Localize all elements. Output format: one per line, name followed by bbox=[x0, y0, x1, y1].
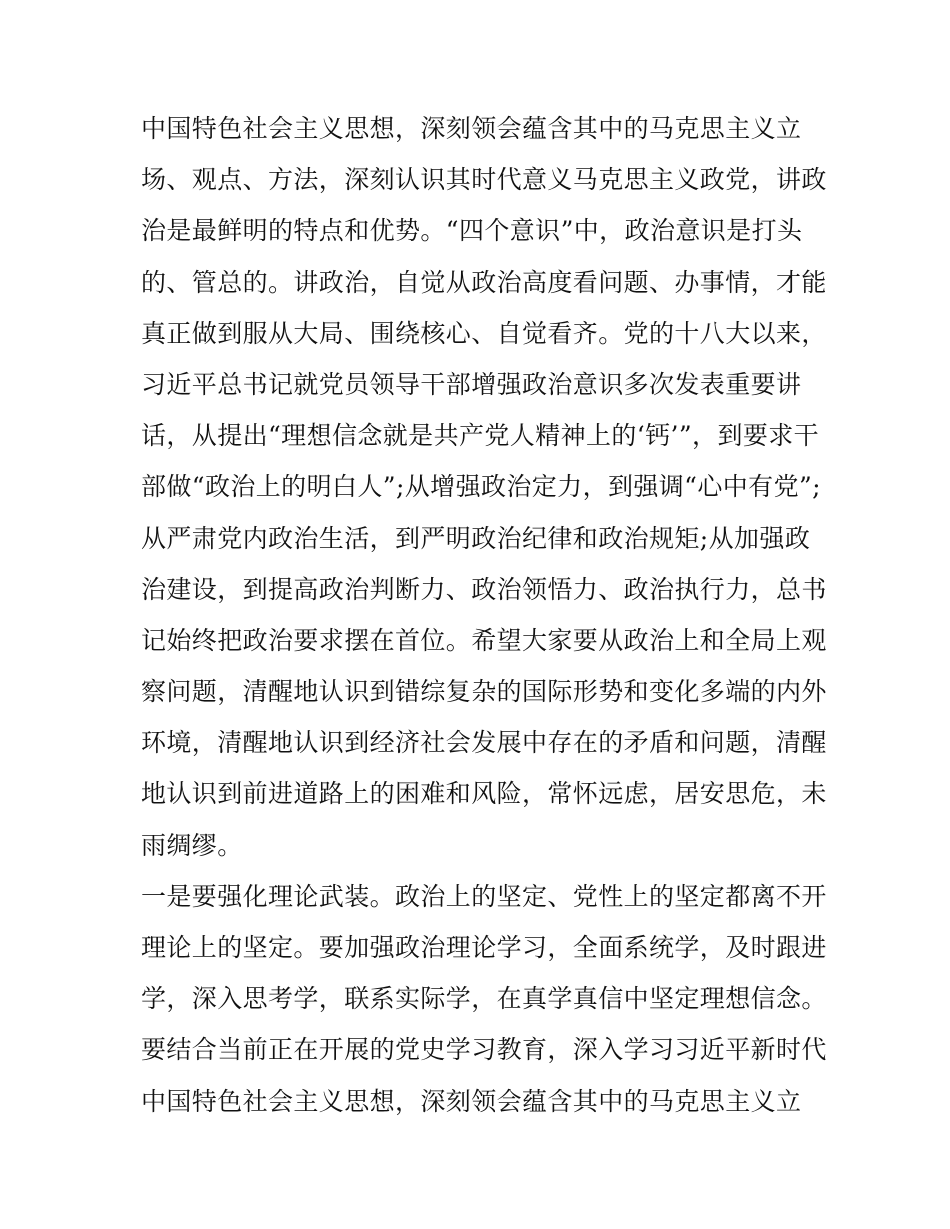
text-line: 话，从提出“理想信念就是共产党人精神上的‘钙’”，到要求干 bbox=[141, 421, 820, 451]
text-line: 理论上的坚定。要加强政治理论学习，全面系统学，及时跟进 bbox=[141, 933, 827, 962]
text-line: 场、观点、方法，深刻认识其时代意义马克思主义政党，讲政 bbox=[141, 165, 827, 195]
text-line: 治是最鲜明的特点和优势。“四个意识”中，政治意识是打头 bbox=[141, 216, 803, 246]
text-line: 环境，清醒地认识到经济社会发展中存在的矛盾和问题，清醒 bbox=[141, 728, 827, 758]
text-line: 雨绸缪。 bbox=[141, 830, 243, 860]
text-line: 地认识到前进道路上的困难和风险，常怀远虑，居安思危，未 bbox=[141, 779, 827, 809]
text-line: 的、管总的。讲政治，自觉从政治高度看问题、办事情，才能 bbox=[141, 267, 827, 297]
text-line: 从严肃党内政治生活，到严明政治纪律和政治规矩;从加强政 bbox=[141, 523, 811, 553]
text-line: 真正做到服从大局、围绕核心、自觉看齐。党的十八大以来， bbox=[141, 318, 827, 348]
text-line: 习近平总书记就党员领导干部增强政治意识多次发表重要讲 bbox=[141, 369, 802, 399]
text-line: 记始终把政治要求摆在首位。希望大家要从政治上和全局上观 bbox=[141, 625, 827, 655]
text-line: 治建设，到提高政治判断力、政治领悟力、政治执行力，总书 bbox=[141, 574, 827, 604]
text-line: 要结合当前正在开展的党史学习教育，深入学习习近平新时代 bbox=[141, 1035, 827, 1065]
text-line: 一是要强化理论武装。政治上的坚定、党性上的坚定都离不开 bbox=[141, 881, 827, 911]
text-line: 学，深入思考学，联系实际学，在真学真信中坚定理想信念。 bbox=[141, 984, 827, 1014]
body-text bbox=[141, 103, 827, 1127]
text-line: 中国特色社会主义思想，深刻领会蕴含其中的马克思主义立 bbox=[141, 1086, 802, 1116]
text-line: 察问题，清醒地认识到错综复杂的国际形势和变化多端的内外 bbox=[141, 677, 827, 707]
text-line: 中国特色社会主义思想，深刻领会蕴含其中的马克思主义立 bbox=[141, 114, 802, 143]
text-line: 部做“政治上的明白人”;从增强政治定力，到强调“心中有党”; bbox=[141, 472, 821, 502]
